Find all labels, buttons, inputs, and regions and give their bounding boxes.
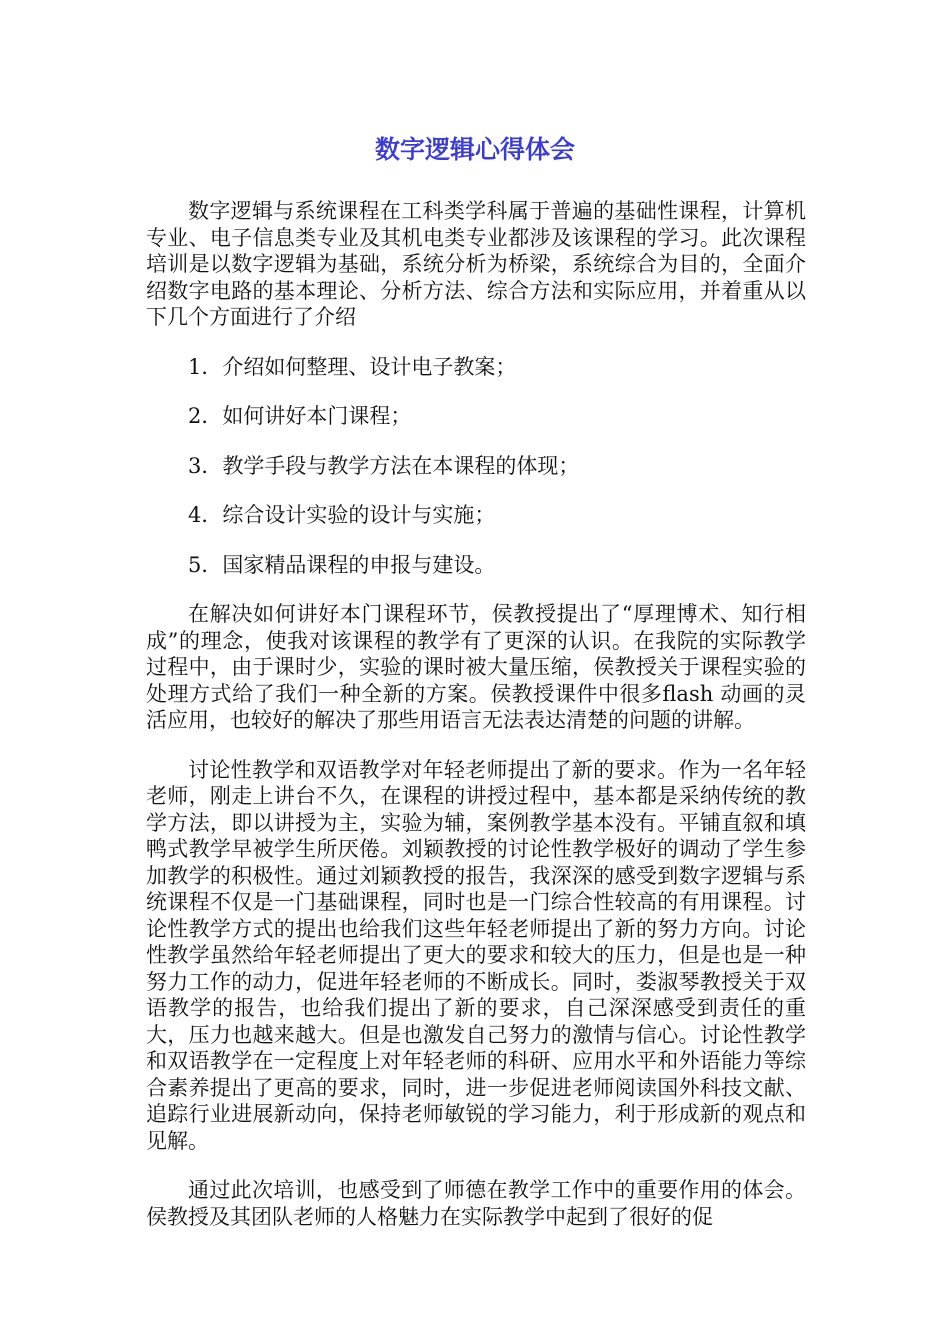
list-item-5: 5．国家精品课程的申报与建设。 [188, 552, 496, 577]
list-item-3: 3．教学手段与教学方法在本课程的体现； [188, 453, 580, 478]
paragraph-3: 讨论性教学和双语教学对年轻老师提出了新的要求。作为一名年轻老师，刚走上讲台不久，在课程的讲授过程中，基本都是采纳传统的教学方法，即以讲授为主，实验为辅，案例教学基本没有。平铺直叙和填鸭式教学早被学生所厌倦。刘颖教授的讨论性教学极好的调动了学生参加教学的积极性。通过刘颖教授的报告，我深深的感受到数字逻辑与系统课程不仅是一门基础课程，同时也是一门综合性较高的有用课程。讨论性教学方式的提出也给我们这些年轻老师提出了新的努力方向。讨论性教学虽然给年轻老师提出了更大的要求和较大的压力，但是也是一种努力工作的动力，促进年轻老师的不断成长。同时，娄淑琴教授关于双语教学的报告，也给我们提出了新的要求，自己深深感受到责任的重大，压力也越来越大。但是也激发自己努力的激情与信心。讨论性教学和双语教学在一定程度上对年轻老师的科研、应用水平和外语能力等综合素养提出了更高的要求，同时，进一步促进老师阅读国外科技文献、追踪行业进展新动向，保持老师敏锐的学习能力，利于形成新的观点和见解。 [146, 757, 806, 1153]
list-item-1: 1．介绍如何整理、设计电子教案； [188, 354, 517, 379]
paragraph-2: 在解决如何讲好本门课程环节，侯教授提出了“厚理博术、知行相成”的理念，使我对该课程的教学有了更深的认识。在我院的实际教学过程中，由于课时少，实验的课时被大量压缩，侯教授关于课程实验的处理方式给了我们一种全新的方案。侯教授课件中很多flash 动画的灵活应用，也较好的解决了那些用语言无法表达清楚的问题的讲解。 [146, 602, 806, 732]
list-item-4: 4．综合设计实验的设计与实施； [188, 503, 496, 527]
list-item-2: 2．如何讲好本门课程； [188, 404, 412, 428]
paragraph-4: 通过此次培训，也感受到了师德在教学工作中的重要作用的体会。侯教授及其团队老师的人格魅力在实际教学中起到了很好的促 [146, 1178, 806, 1229]
document-body [146, 198, 806, 1253]
intro-paragraph: 数字逻辑与系统课程在工科类学科属于普遍的基础性课程，计算机专业、电子信息类专业及其机电类专业都涉及该课程的学习。此次课程培训是以数字逻辑为基础，系统分析为桥梁，系统综合为目的，全面介绍数字电路的基本理论、分析方法、综合方法和实际应用，并着重从以下几个方面进行了介绍 [146, 199, 806, 329]
document-title: 数字逻辑心得体会 [374, 135, 575, 164]
